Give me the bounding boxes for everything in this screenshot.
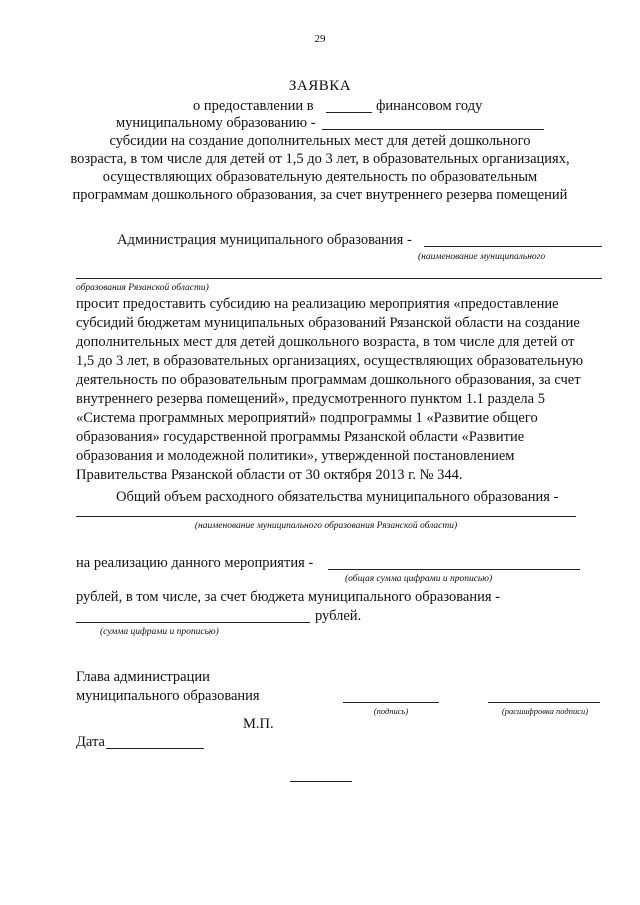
- activity-lead: на реализацию данного мероприятия -: [76, 555, 314, 571]
- body-line-9: образования и молодежной политики», утвержденной постановлением: [76, 448, 515, 464]
- rubles-line: рублей, в том числе, за счет бюджета муниципального образования -: [76, 589, 500, 605]
- signature-head-2: муниципального образования: [76, 688, 260, 704]
- total-caption: (наименование муниципального образования Рязанской области): [194, 521, 458, 531]
- subtitle-line3: субсидии на создание дополнительных мест для детей дошкольного: [109, 133, 531, 149]
- body-line-3: дополнительных мест для детей дошкольного возраста, в том числе для детей от: [76, 334, 575, 350]
- date-blank-line: [106, 748, 204, 749]
- signature-head-1: Глава администрации: [76, 669, 210, 685]
- body-line-8: образования» государственной программы Рязанской области «Развитие: [76, 429, 525, 445]
- rubles-caption: (сумма цифрами и прописью): [100, 627, 219, 637]
- sign-caption: (подпись): [373, 706, 409, 716]
- year-blank-line: [326, 112, 372, 113]
- page-number: 29: [314, 33, 326, 45]
- body-line-2: субсидий бюджетам муниципальных образований Рязанской области на создание: [76, 315, 580, 331]
- sign-blank-line: [343, 702, 439, 703]
- activity-blank-line: [328, 569, 580, 570]
- administration-blank-line: [424, 246, 602, 247]
- body-line-5: деятельность по образовательным программам дошкольного образования, за счет: [76, 372, 581, 388]
- activity-caption: (общая сумма цифрами и прописью): [345, 574, 493, 584]
- administration-blank-line-2: [76, 278, 602, 279]
- subtitle-line2: муниципальному образованию -: [116, 115, 316, 131]
- body-line-10: Правительства Рязанской области от 30 октября 2013 г. № 344.: [76, 467, 463, 483]
- subtitle-line1-b: финансовом году: [376, 98, 483, 114]
- total-line: Общий объем расходного обязательства муниципального образования -: [116, 489, 559, 505]
- body-line-6: внутреннего резерва помещений», предусмотренного пунктом 1.1 раздела 5: [76, 391, 545, 407]
- subtitle-line4: возраста, в том числе для детей от 1,5 до 3 лет, в образовательных организациях,: [70, 151, 570, 167]
- subtitle-line6: программам дошкольного образования, за счет внутреннего резерва помещений: [72, 187, 568, 203]
- municipality-blank-line: [322, 129, 544, 130]
- administration-caption-b: образования Рязанской области): [76, 283, 209, 293]
- decode-blank-line: [488, 702, 600, 703]
- body-line-7: «Система программных мероприятий» подпрограммы 1 «Развитие общего: [76, 410, 538, 426]
- administration-lead: Администрация муниципального образования -: [117, 232, 412, 248]
- body-line-4: 1,5 до 3 лет, в образовательных организациях, осуществляющих образовательную: [76, 353, 584, 369]
- document-title: ЗАЯВКА: [288, 78, 352, 94]
- subtitle-line1-a: о предоставлении в: [193, 98, 314, 114]
- subtitle-line5: осуществляющих образовательную деятельность по образовательным: [102, 169, 538, 185]
- bottom-divider: [290, 781, 352, 782]
- rubles-suffix: рублей.: [315, 608, 362, 624]
- administration-caption-a: (наименование муниципального: [418, 252, 546, 262]
- date-label: Дата: [76, 734, 105, 750]
- total-blank-line: [76, 516, 576, 517]
- body-line-1: просит предоставить субсидию на реализацию мероприятия «предоставление: [76, 296, 559, 312]
- rubles-blank-line: [76, 622, 310, 623]
- stamp-label: М.П.: [243, 716, 274, 732]
- decode-caption: (расшифровка подписи): [501, 706, 589, 716]
